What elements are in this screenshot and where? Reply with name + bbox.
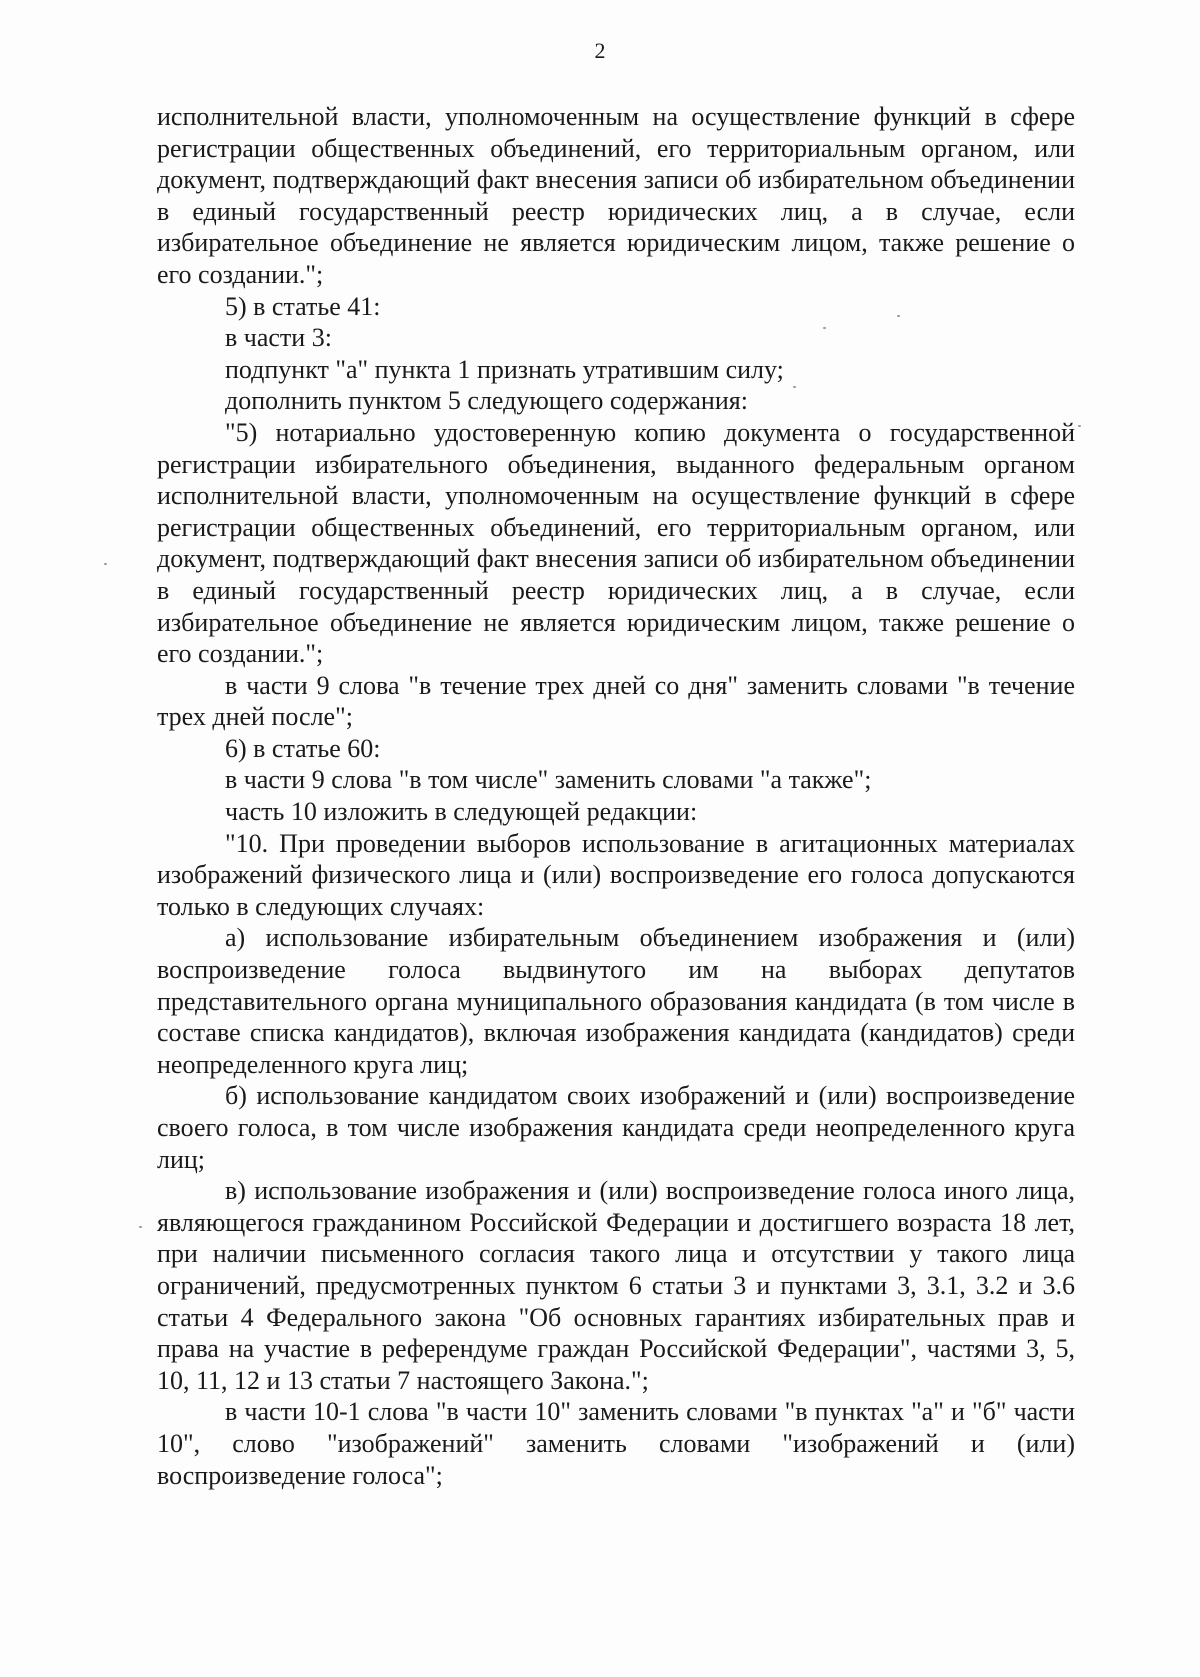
paragraph-part-10-1-amend: в части 10-1 слова "в части 10" заменить словами "в пунктах "а" и "б" части 10", слово "изображений" заменить словами "изображений и (или) воспроизведение голоса"; [157, 1397, 1075, 1490]
scan-speck [823, 327, 826, 329]
page-number: 2 [594, 38, 606, 63]
paragraph-item-6-article-60: 6) в статье 60: [225, 733, 381, 763]
paragraph-case-v: в) использование изображения и (или) воспроизведение голоса иного лица, являющегося гражданином Российской Федерации и достигшего возраста 18 лет, при наличии письменного согласия такого лица и отсутствии у такого лица ограничений, предусмотренных пунктом 6 статьи 3 и пунктами 3, 3.1, 3.2 и 3.6 статьи 4 Федерального закона "Об основных гарантиях избирательных прав и права на участие в референдуме граждан Российской Федерации", частями 3, 5, 10, 11, 12 и 13 статьи 7 настоящего Закона."; [157, 1176, 1075, 1395]
document-body [157, 101, 1075, 1491]
scan-speck [104, 563, 107, 565]
paragraph-part-10-restate: часть 10 изложить в следующей редакции: [225, 797, 698, 827]
paragraph-item-5-text: "5) нотариально удостоверенную копию документа о государственной регистрации избирательного объединения, выданного федеральным органом исполнительной власти, уполномоченным на осуществление функций в сфере регистрации общественных объединений, его территориальным органом, или документ, подтверждающий факт внесения записи об избирательном объединении в единый государственный реестр юридических лиц, а в случае, если избирательное объединение не является юридическим лицом, также решение о его создании."; [157, 417, 1075, 669]
scan-speck [793, 386, 796, 388]
paragraph-part-9-words: в части 9 слова "в том числе" заменить словами "а также"; [225, 765, 872, 795]
paragraph-item-5-article-41: 5) в статье 41: [225, 291, 381, 321]
scan-speck [139, 1226, 142, 1228]
scan-speck [1078, 425, 1081, 427]
paragraph-subitem-a-repeal: подпункт "а" пункта 1 признать утратившим силу; [225, 354, 784, 384]
paragraph-case-b: б) использование кандидатом своих изображений и (или) воспроизведение своего голоса, в том числе изображения кандидата среди неопределенного круга лиц; [157, 1081, 1075, 1174]
paragraph-part-10-text: "10. При проведении выборов использование в агитационных материалах изображений физического лица и (или) воспроизведение его голоса допускаются только в следующих случаях: [157, 828, 1075, 921]
paragraph-part-3: в части 3: [225, 323, 332, 353]
paragraph-part-9-amend: в части 9 слова "в течение трех дней со дня" заменить словами "в течение трех дней после"; [157, 670, 1075, 732]
paragraph-add-item-5: дополнить пунктом 5 следующего содержания: [225, 386, 748, 416]
paragraph-continuation: исполнительной власти, уполномоченным на осуществление функций в сфере регистрации общественных объединений, его территориальным органом, или документ, подтверждающий факт внесения записи об избирательном объединении в единый государственный реестр юридических лиц, а в случае, если избирательное объединение не является юридическим лицом, также решение о его создании."; [157, 102, 1075, 289]
paragraph-case-a: а) использование избирательным объединением изображения и (или) воспроизведение голоса выдвинутого им на выборах депутатов представительного органа муниципального образования кандидата (в том числе в составе списка кандидатов), включая изображения кандидата (кандидатов) среди неопределенного круга лиц; [157, 923, 1075, 1079]
scan-speck [897, 315, 900, 317]
